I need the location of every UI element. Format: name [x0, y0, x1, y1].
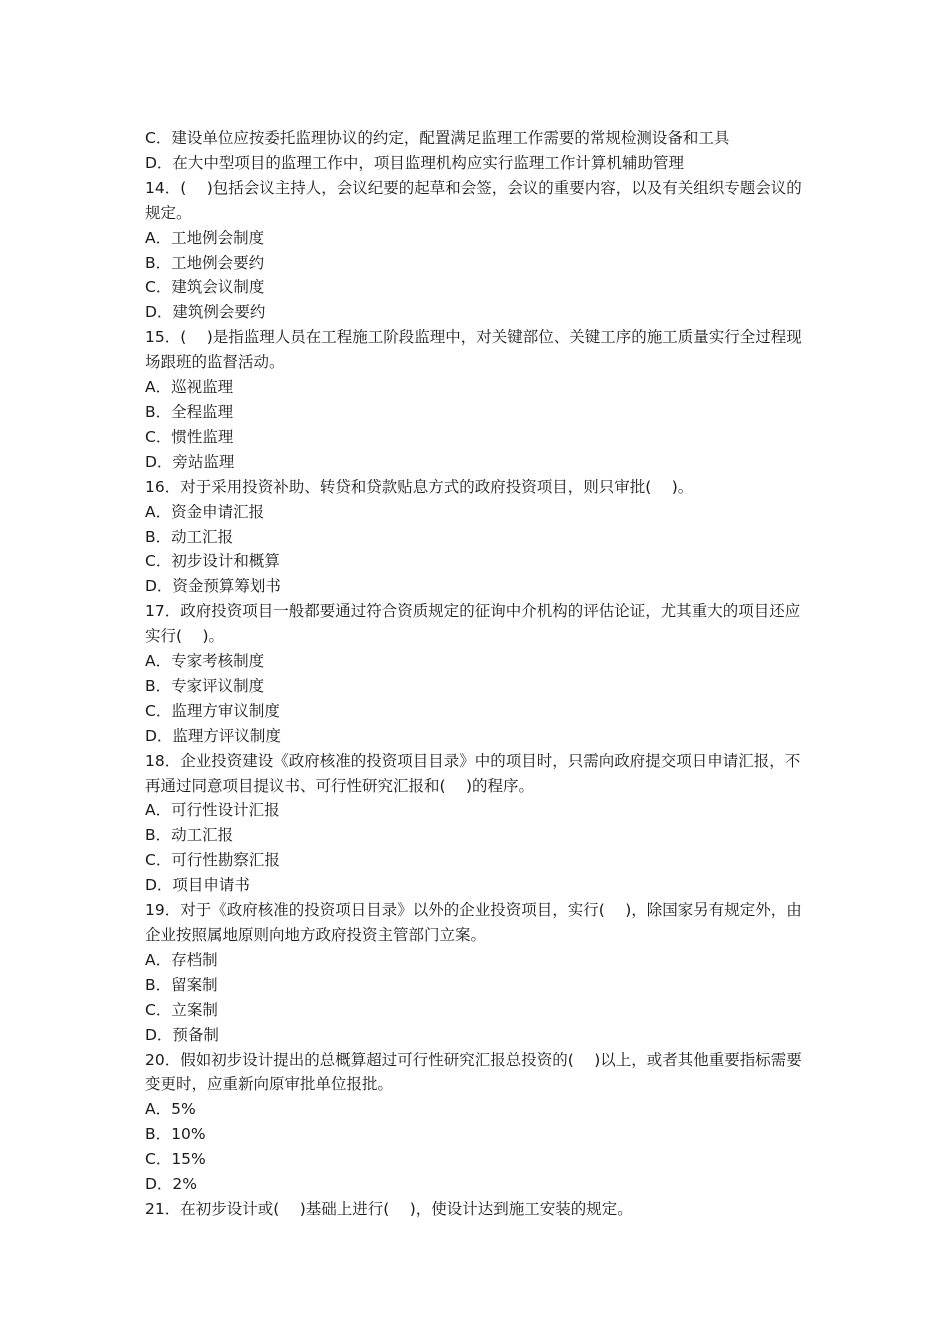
answer-option: B．工地例会要约 [145, 253, 265, 272]
question-text: 15．( )是指监理人员在工程施工阶段监理中，对关键部位、关键工序的施工质量实行全过程现场跟班的监督活动。 [145, 328, 802, 372]
question-text: 20．假如初步设计提出的总概算超过可行性研究汇报总投资的( )以上，或者其他重要指标需要变更时，应重新向原审批单位报批。 [145, 1050, 802, 1094]
question-text: 18．企业投资建设《政府核准的投资项目目录》中的项目时，只需向政府提交项日申请汇报，不再通过同意项目提议书、可行性研究汇报和( )的程序。 [145, 751, 801, 795]
question-text: 17．政府投资项目一般都要通过符合资质规定的征询中介机构的评估论证，尤其重大的项目还应实行( )。 [145, 602, 801, 646]
question-text: 19．对于《政府核准的投资项日目录》以外的企业投资项目，实行( )，除国家另有规定外，由企业按照属地原则向地方政府投资主管部门立案。 [145, 901, 802, 944]
answer-option: D．资金预算筹划书 [145, 577, 281, 596]
answer-option: A．巡视监理 [145, 378, 234, 397]
answer-option: C．15% [145, 1150, 206, 1169]
document-body [145, 126, 810, 1222]
answer-option: C．惯性监理 [145, 427, 234, 446]
answer-option: B．动工汇报 [145, 527, 234, 546]
answer-option: A．可行性设计汇报 [145, 801, 280, 820]
question-text: 16．对于采用投资补助、转贷和贷款贴息方式的政府投资项目，则只审批( )。 [145, 477, 694, 496]
answer-option: A．资金申请汇报 [145, 502, 265, 521]
answer-option: B．动工汇报 [145, 826, 234, 845]
answer-option: D．旁站监理 [145, 452, 235, 471]
answer-option: B．全程监理 [145, 402, 234, 421]
answer-option: B．留案制 [145, 975, 218, 994]
question-text: 14．( )包括会议主持人，会议纪要的起草和会签，会议的重要内容，以及有关组织专题会议的规定。 [145, 178, 802, 222]
answer-option: C．初步设计和概算 [145, 552, 280, 571]
answer-option: D．建筑例会要约 [145, 303, 266, 322]
answer-option: A．工地例会制度 [145, 228, 265, 247]
answer-option: D．项目申请书 [145, 876, 250, 895]
answer-option: C．监理方审议制度 [145, 701, 280, 720]
answer-option: D．2% [145, 1175, 198, 1194]
answer-option: A．专家考核制度 [145, 652, 265, 671]
answer-option: C．建筑会议制度 [145, 278, 265, 297]
answer-option: D．预备制 [145, 1025, 219, 1044]
answer-option: C．建设单位应按委托监理协议的约定，配置满足监理工作需要的常规检测设备和工具 [145, 129, 730, 147]
answer-option: B．10% [145, 1125, 206, 1144]
answer-option: D．在大中型项目的监理工作中，项目监理机构应实行监理工作计算机辅助管理 [145, 153, 684, 172]
question-text: 21．在初步设计或( )基础上进行( )，使设计达到施工安装的规定。 [145, 1199, 633, 1218]
answer-option: B．专家评议制度 [145, 676, 265, 695]
answer-option: D．监理方评议制度 [145, 726, 281, 745]
answer-option: C．可行性勘察汇报 [145, 851, 280, 870]
answer-option: A．5% [145, 1100, 196, 1119]
answer-option: C．立案制 [145, 1000, 218, 1019]
answer-option: A．存档制 [145, 950, 218, 969]
